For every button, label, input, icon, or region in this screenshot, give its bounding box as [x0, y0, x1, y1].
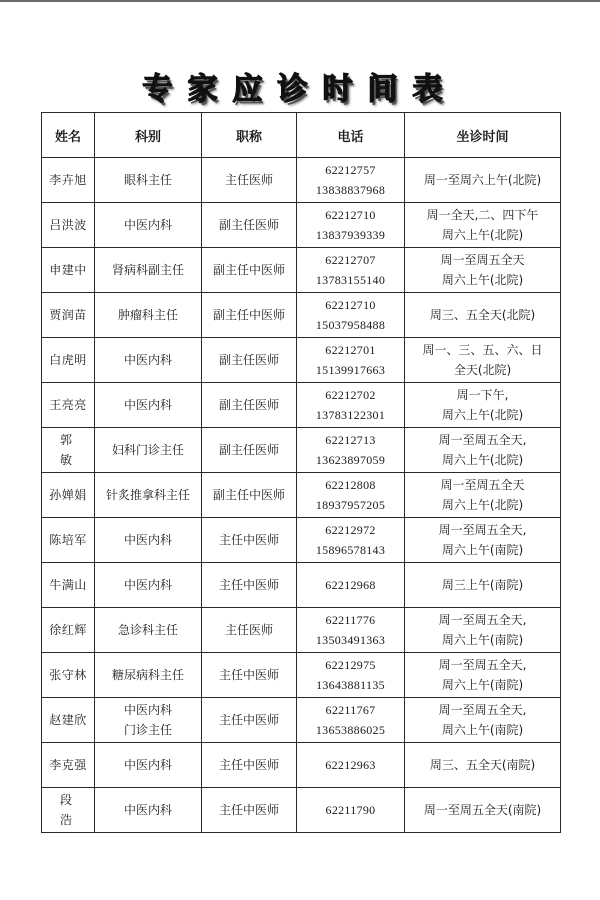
cell-name: 郭敏	[42, 428, 95, 473]
cell-schedule-line: 周六上午(北院)	[441, 408, 524, 422]
cell-phone-line: 13653886025	[315, 723, 386, 737]
cell-department-line: 中医内科	[123, 533, 172, 547]
cell-position: 副主任医师	[202, 203, 297, 248]
table-row	[42, 293, 561, 338]
cell-department	[95, 563, 202, 608]
cell-phone-line: 13783122301	[315, 408, 386, 422]
cell-position: 副主任中医师	[202, 473, 297, 518]
table-row	[42, 518, 561, 563]
cell-schedule-line: 周六上午(北院)	[441, 273, 524, 287]
cell-phone	[297, 158, 405, 203]
cell-schedule-line: 周三、五全天(南院)	[429, 758, 536, 772]
cell-schedule	[405, 428, 561, 473]
cell-schedule-line: 全天(北院)	[453, 363, 512, 377]
cell-schedule	[405, 653, 561, 698]
cell-department-line: 中医内科	[123, 398, 172, 412]
cell-schedule	[405, 158, 561, 203]
cell-name: 申建中	[42, 248, 95, 293]
cell-department-line: 中医内科	[123, 758, 172, 772]
cell-department	[95, 248, 202, 293]
cell-name: 吕洪波	[42, 203, 95, 248]
cell-phone	[297, 743, 405, 788]
cell-department-line: 眼科主任	[123, 173, 172, 187]
cell-department	[95, 518, 202, 563]
cell-department-line: 门诊主任	[123, 723, 172, 737]
table-row	[42, 698, 561, 743]
cell-department	[95, 788, 202, 833]
header-phone: 电话	[297, 113, 405, 158]
cell-name: 白虎明	[42, 338, 95, 383]
table-row	[42, 788, 561, 833]
cell-schedule	[405, 788, 561, 833]
cell-schedule-line: 周六上午(北院)	[441, 228, 524, 242]
cell-phone-line: 62212701	[325, 343, 376, 357]
cell-department-line: 急诊科主任	[117, 623, 178, 637]
cell-schedule-line: 周一至周六上午(北院)	[423, 173, 542, 187]
cell-phone	[297, 788, 405, 833]
cell-name: 李克强	[42, 743, 95, 788]
cell-department	[95, 293, 202, 338]
cell-phone	[297, 518, 405, 563]
cell-department	[95, 203, 202, 248]
cell-phone-line: 13643881135	[316, 678, 385, 692]
cell-department-line: 肾病科副主任	[111, 263, 184, 277]
header-department: 科别	[95, 113, 202, 158]
cell-name: 陈培军	[42, 518, 95, 563]
cell-schedule	[405, 248, 561, 293]
cell-phone	[297, 608, 405, 653]
cell-phone-line: 13837939339	[315, 228, 386, 242]
cell-phone	[297, 203, 405, 248]
cell-department	[95, 428, 202, 473]
cell-name: 李卉旭	[42, 158, 95, 203]
table-row	[42, 248, 561, 293]
cell-position: 副主任中医师	[202, 293, 297, 338]
table-row	[42, 158, 561, 203]
cell-name: 王亮亮	[42, 383, 95, 428]
cell-phone-line: 62212710	[325, 298, 376, 312]
cell-schedule	[405, 698, 561, 743]
cell-department-line: 肿瘤科主任	[117, 308, 178, 322]
cell-schedule-line: 周一至周五全天,	[438, 433, 527, 447]
cell-position: 副主任医师	[202, 383, 297, 428]
cell-phone	[297, 338, 405, 383]
cell-phone-line: 13503491363	[315, 633, 386, 647]
cell-phone-line: 13623897059	[315, 453, 386, 467]
table-row	[42, 203, 561, 248]
cell-phone-line: 62211790	[325, 803, 376, 817]
cell-position: 主任中医师	[202, 653, 297, 698]
cell-phone-line: 62212707	[325, 253, 376, 267]
cell-department	[95, 338, 202, 383]
cell-schedule-line: 周六上午(北院)	[441, 453, 524, 467]
table-row	[42, 743, 561, 788]
header-schedule: 坐诊时间	[405, 113, 561, 158]
cell-schedule	[405, 563, 561, 608]
table-row	[42, 563, 561, 608]
cell-phone-line: 15139917663	[315, 363, 386, 377]
cell-position: 主任中医师	[202, 563, 297, 608]
cell-phone-line: 62212975	[325, 658, 376, 672]
cell-schedule-line: 周一至周五全天,	[438, 658, 527, 672]
cell-schedule	[405, 203, 561, 248]
cell-name: 徐红辉	[42, 608, 95, 653]
cell-schedule-line: 周六上午(南院)	[441, 543, 524, 557]
cell-schedule-line: 周三上午(南院)	[441, 578, 524, 592]
cell-name: 赵建欣	[42, 698, 95, 743]
table-row	[42, 338, 561, 383]
cell-phone-line: 18937957205	[315, 498, 386, 512]
cell-schedule-line: 周六上午(南院)	[441, 678, 524, 692]
cell-phone-line: 15896578143	[315, 543, 386, 557]
cell-department-line: 妇科门诊主任	[111, 443, 184, 457]
cell-phone	[297, 698, 405, 743]
cell-schedule-line: 周六上午(南院)	[441, 633, 524, 647]
table-row	[42, 428, 561, 473]
cell-phone-line: 62212713	[325, 433, 376, 447]
cell-phone	[297, 293, 405, 338]
cell-department	[95, 473, 202, 518]
cell-department-line: 糖尿病科主任	[111, 668, 184, 682]
cell-position: 主任医师	[202, 158, 297, 203]
cell-phone-line: 62212757	[325, 163, 376, 177]
cell-department	[95, 608, 202, 653]
cell-department-line: 中医内科	[123, 703, 172, 717]
cell-name: 贾润苗	[42, 293, 95, 338]
cell-phone-line: 62212710	[325, 208, 376, 222]
cell-position: 主任医师	[202, 608, 297, 653]
table-row	[42, 383, 561, 428]
cell-department	[95, 743, 202, 788]
cell-phone	[297, 473, 405, 518]
cell-department-line: 中医内科	[123, 578, 172, 592]
cell-schedule	[405, 473, 561, 518]
cell-department-line: 中医内科	[123, 353, 172, 367]
table-row	[42, 653, 561, 698]
cell-phone-line: 62212808	[325, 478, 376, 492]
cell-schedule	[405, 608, 561, 653]
cell-department-line: 中医内科	[123, 218, 172, 232]
top-border-line	[0, 0, 600, 2]
cell-phone	[297, 428, 405, 473]
cell-department-line: 针炙推拿科主任	[105, 488, 190, 502]
cell-department	[95, 698, 202, 743]
cell-schedule	[405, 383, 561, 428]
cell-position: 主任中医师	[202, 743, 297, 788]
cell-schedule-line: 周一至周五全天	[440, 478, 525, 492]
cell-phone-line: 62211776	[325, 613, 376, 627]
cell-name: 张守林	[42, 653, 95, 698]
cell-schedule-line: 周一至周五全天,	[438, 703, 527, 717]
cell-position: 主任中医师	[202, 698, 297, 743]
cell-phone-line: 13838837968	[315, 183, 386, 197]
cell-department	[95, 653, 202, 698]
table-body	[42, 158, 561, 833]
cell-position: 副主任医师	[202, 338, 297, 383]
cell-phone-line: 62211767	[325, 703, 376, 717]
cell-schedule-line: 周一至周五全天,	[438, 613, 527, 627]
cell-schedule	[405, 743, 561, 788]
cell-phone-line: 13783155140	[315, 273, 386, 287]
header-row	[42, 113, 561, 158]
cell-schedule-line: 周一全天,二、四下午	[426, 208, 539, 222]
cell-position: 副主任医师	[202, 428, 297, 473]
cell-position: 主任中医师	[202, 518, 297, 563]
cell-schedule-line: 周一、三、五、六、日	[422, 343, 543, 357]
cell-phone-line: 15037958488	[315, 318, 386, 332]
cell-phone-line: 62212972	[325, 523, 376, 537]
cell-position: 副主任中医师	[202, 248, 297, 293]
cell-schedule	[405, 518, 561, 563]
cell-schedule	[405, 338, 561, 383]
cell-name: 孙婵娟	[42, 473, 95, 518]
header-position: 职称	[202, 113, 297, 158]
table-row	[42, 473, 561, 518]
cell-department-line: 中医内科	[123, 803, 172, 817]
cell-schedule-line: 周六上午(南院)	[441, 723, 524, 737]
cell-name: 段浩	[42, 788, 95, 833]
page-title: 专家应诊时间表	[142, 72, 458, 108]
cell-schedule-line: 周六上午(北院)	[441, 498, 524, 512]
header-name: 姓名	[42, 113, 95, 158]
cell-department	[95, 158, 202, 203]
cell-schedule-line: 周一至周五全天,	[438, 523, 527, 537]
cell-position: 主任中医师	[202, 788, 297, 833]
cell-schedule-line: 周一下午,	[456, 388, 509, 402]
cell-phone	[297, 383, 405, 428]
cell-name: 牛满山	[42, 563, 95, 608]
cell-phone	[297, 653, 405, 698]
table-row	[42, 608, 561, 653]
cell-phone	[297, 563, 405, 608]
cell-schedule-line: 周一至周五全天(南院)	[423, 803, 542, 817]
cell-schedule-line: 周三、五全天(北院)	[429, 308, 536, 322]
cell-phone	[297, 248, 405, 293]
cell-schedule-line: 周一至周五全天	[440, 253, 525, 267]
cell-schedule	[405, 293, 561, 338]
cell-phone-line: 62212963	[325, 758, 376, 772]
cell-phone-line: 62212702	[325, 388, 376, 402]
cell-department	[95, 383, 202, 428]
cell-phone-line: 62212968	[325, 578, 376, 592]
expert-schedule-table	[41, 112, 561, 833]
